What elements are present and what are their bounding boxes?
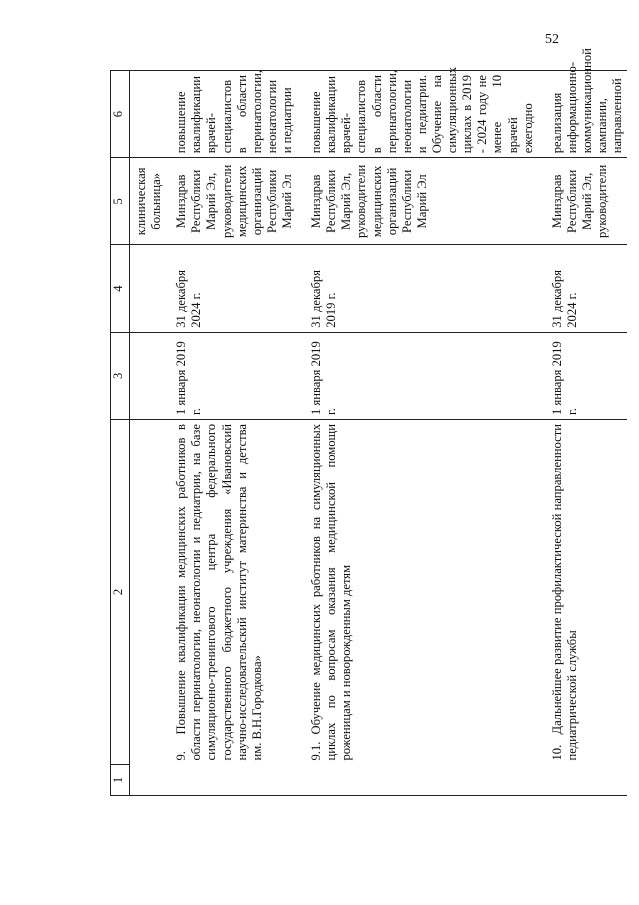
measure-text: Обучение медицинских работников на симуляционных циклах по вопросам оказания медицинской помощи роженицам и новорожденным детям xyxy=(309,424,354,761)
page-number: 52 xyxy=(545,32,559,47)
column-header-1: 1 xyxy=(111,765,130,796)
measure-cell xyxy=(546,420,628,765)
column-header-2: 2 xyxy=(111,420,130,765)
row-number: 9. xyxy=(174,751,189,761)
result-cell: повышение квалификации врачей-специалистов в области перинатологии, неонатологии и педиатрии xyxy=(170,71,305,158)
end-date-cell: 31 декабря 2024 г. xyxy=(170,245,305,332)
result-cell: реализация информационно-коммуникационной кампании, направленной xyxy=(546,71,628,158)
row-number: 10. xyxy=(549,744,564,761)
plan-table xyxy=(110,48,627,796)
measure-cell xyxy=(305,420,546,765)
table-row-continuation xyxy=(130,71,171,796)
responsible-cell: Минздрав Республики Марий Эл, руководители медицинских организаций Республики Марий Эл xyxy=(305,158,546,245)
measure-text: Повышение квалификации медицинских работников в области перинатологии, неонатологии и педиатрии, на базе симуляционно-тренингового центра федерального государственного бюджетного учреждения «Ивановский научно-исследовательский институт материнства и детства им. В.Н.Городкова» xyxy=(174,424,264,761)
responsible-cell: клиническая больница» xyxy=(130,158,171,245)
table-row xyxy=(170,71,305,796)
table-row xyxy=(305,71,546,796)
start-date-cell: 1 января 2019 г. xyxy=(170,332,305,419)
end-date-cell: 31 декабря 2024 г. xyxy=(546,245,628,332)
measure-text: Дальнейшее развитие профилактической направленности педиатрической службы xyxy=(549,424,579,761)
result-cell: повышение квалификации врачей-специалистов в области перинатологии, неонатологии и педиатрии. Обучение на симуляционных циклах в 2019 - 2024 году не менее 10 врачей ежегодно xyxy=(305,71,546,158)
start-date-cell: 1 января 2019 г. xyxy=(546,332,628,419)
rotated-table-container xyxy=(110,48,625,796)
column-header-6: 6 xyxy=(111,71,130,158)
end-date-cell: 31 декабря 2019 г. xyxy=(305,245,546,332)
column-header-4: 4 xyxy=(111,245,130,332)
responsible-cell: Минздрав Республики Марий Эл, руководители медицинских организаций Республики Марий Эл xyxy=(170,158,305,245)
measure-cell xyxy=(170,420,305,765)
responsible-cell: Минздрав Республики Марий Эл, руководители xyxy=(546,158,628,245)
row-number: 9.1. xyxy=(309,741,324,761)
table-row xyxy=(546,71,628,796)
start-date-cell: 1 января 2019 г. xyxy=(305,332,546,419)
column-header-5: 5 xyxy=(111,158,130,245)
column-header-3: 3 xyxy=(111,332,130,419)
table-header-row xyxy=(111,71,130,796)
